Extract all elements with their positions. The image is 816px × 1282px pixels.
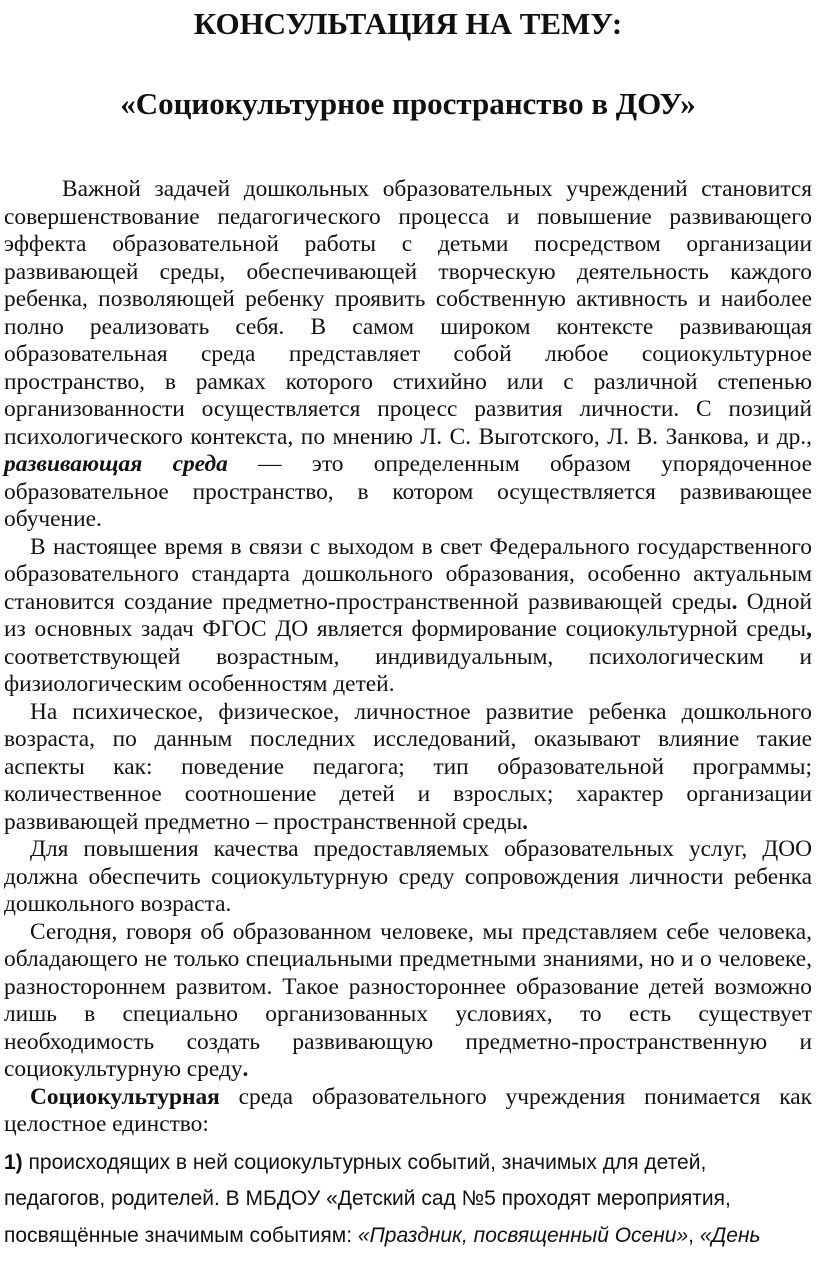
paragraph-fgos [4, 534, 812, 699]
paragraph-text: среда образовательного учреждения понимается как целостное единство: [4, 1083, 812, 1137]
bold-punctuation: . [242, 1056, 249, 1082]
list-item-events [4, 1145, 812, 1255]
event-name: «День [699, 1223, 761, 1247]
term-sociocultural: Социокультурная [30, 1083, 220, 1110]
bold-punctuation: , [806, 616, 812, 642]
paragraph-text: Одной из основных задач ФГОС ДО является формирование социокультурной среды [4, 588, 812, 642]
paragraph-text: — это определенным образом упорядоченное образовательное пространство, в котором осуществляется развивающее обучение. [4, 451, 812, 532]
bold-punctuation: . [731, 588, 738, 615]
list-number: 1) [4, 1150, 23, 1174]
paragraph-definition [4, 1084, 812, 1139]
document-subtitle: «Социокультурное пространство в ДОУ» [120, 86, 696, 121]
paragraph-educated-person [4, 919, 812, 1084]
list-separator: , [688, 1223, 700, 1247]
paragraph-text: Сегодня, говоря об образованном человеке, мы представляем себе человека, обладающего не только специальными предметными знаниями, но и о человеке, разностороннем развитом. Такое разностороннее образование детей возможно лишь в специально организованных условиях, то есть существует необходимость создать развивающую предметно-пространственную и социокультурную среду [4, 918, 812, 1082]
document-title: КОНСУЛЬТАЦИЯ НА ТЕМУ: [193, 6, 623, 41]
paragraph-text: На психическое, физическое, личностное развитие ребенка дошкольного возраста, по данным последних исследований, оказывают влияние такие аспекты как: поведение педагога; тип образовательной программы; количественное соотношение детей и взрослых; характер организации развивающей предметно – пространственной среды [4, 698, 812, 835]
bold-punctuation: . [522, 808, 529, 835]
event-name: «Праздник, посвященный Осени» [357, 1223, 689, 1247]
list-item-text: происходящих в ней социокультурных событий, значимых для детей, педагогов, родителей. В МБДОУ «Детский сад №5 проходят мероприятия, посвящённые значимым событиям: [4, 1150, 731, 1247]
paragraph-intro [4, 176, 812, 534]
paragraph-text: В настоящее время в связи с выходом в свет Федерального государственного образовательного стандарта дошкольного образования, особенно актуальным становится создание предметно-пространственной развивающей среды [4, 533, 812, 615]
document-body [4, 176, 812, 1254]
paragraph-quality: Для повышения качества предоставляемых образовательных услуг, ДОО должна обеспечить социокультурную среду сопровождения личности ребенка дошкольного возраста. [4, 836, 812, 917]
paragraph-text: соответствующей возрастным, индивидуальным, психологическим и физиологическим особенностям детей. [4, 643, 812, 697]
term-developing-environment: развивающая среда [4, 451, 228, 477]
paragraph-text: Важной задачей дошкольных образовательных учреждений становится совершенствование педагогического процесса и повышение развивающего эффекта образовательной работы с детьми посредством организации развивающей среды, обеспечивающей творческую деятельность каждого ребенка, позволяющей ребенку проявить собственную активность и наиболее полно реализовать себя. В самом широком контексте развивающая образовательная среда представляет собой любое социокультурное пространство, в рамках которого стихийно или с различной степенью организованности осуществляется процесс развития личности. С позиций психологического контекста, по мнению Л. С. Выготского, Л. В. Занкова, и др., [4, 176, 812, 450]
paragraph-influence [4, 699, 812, 837]
